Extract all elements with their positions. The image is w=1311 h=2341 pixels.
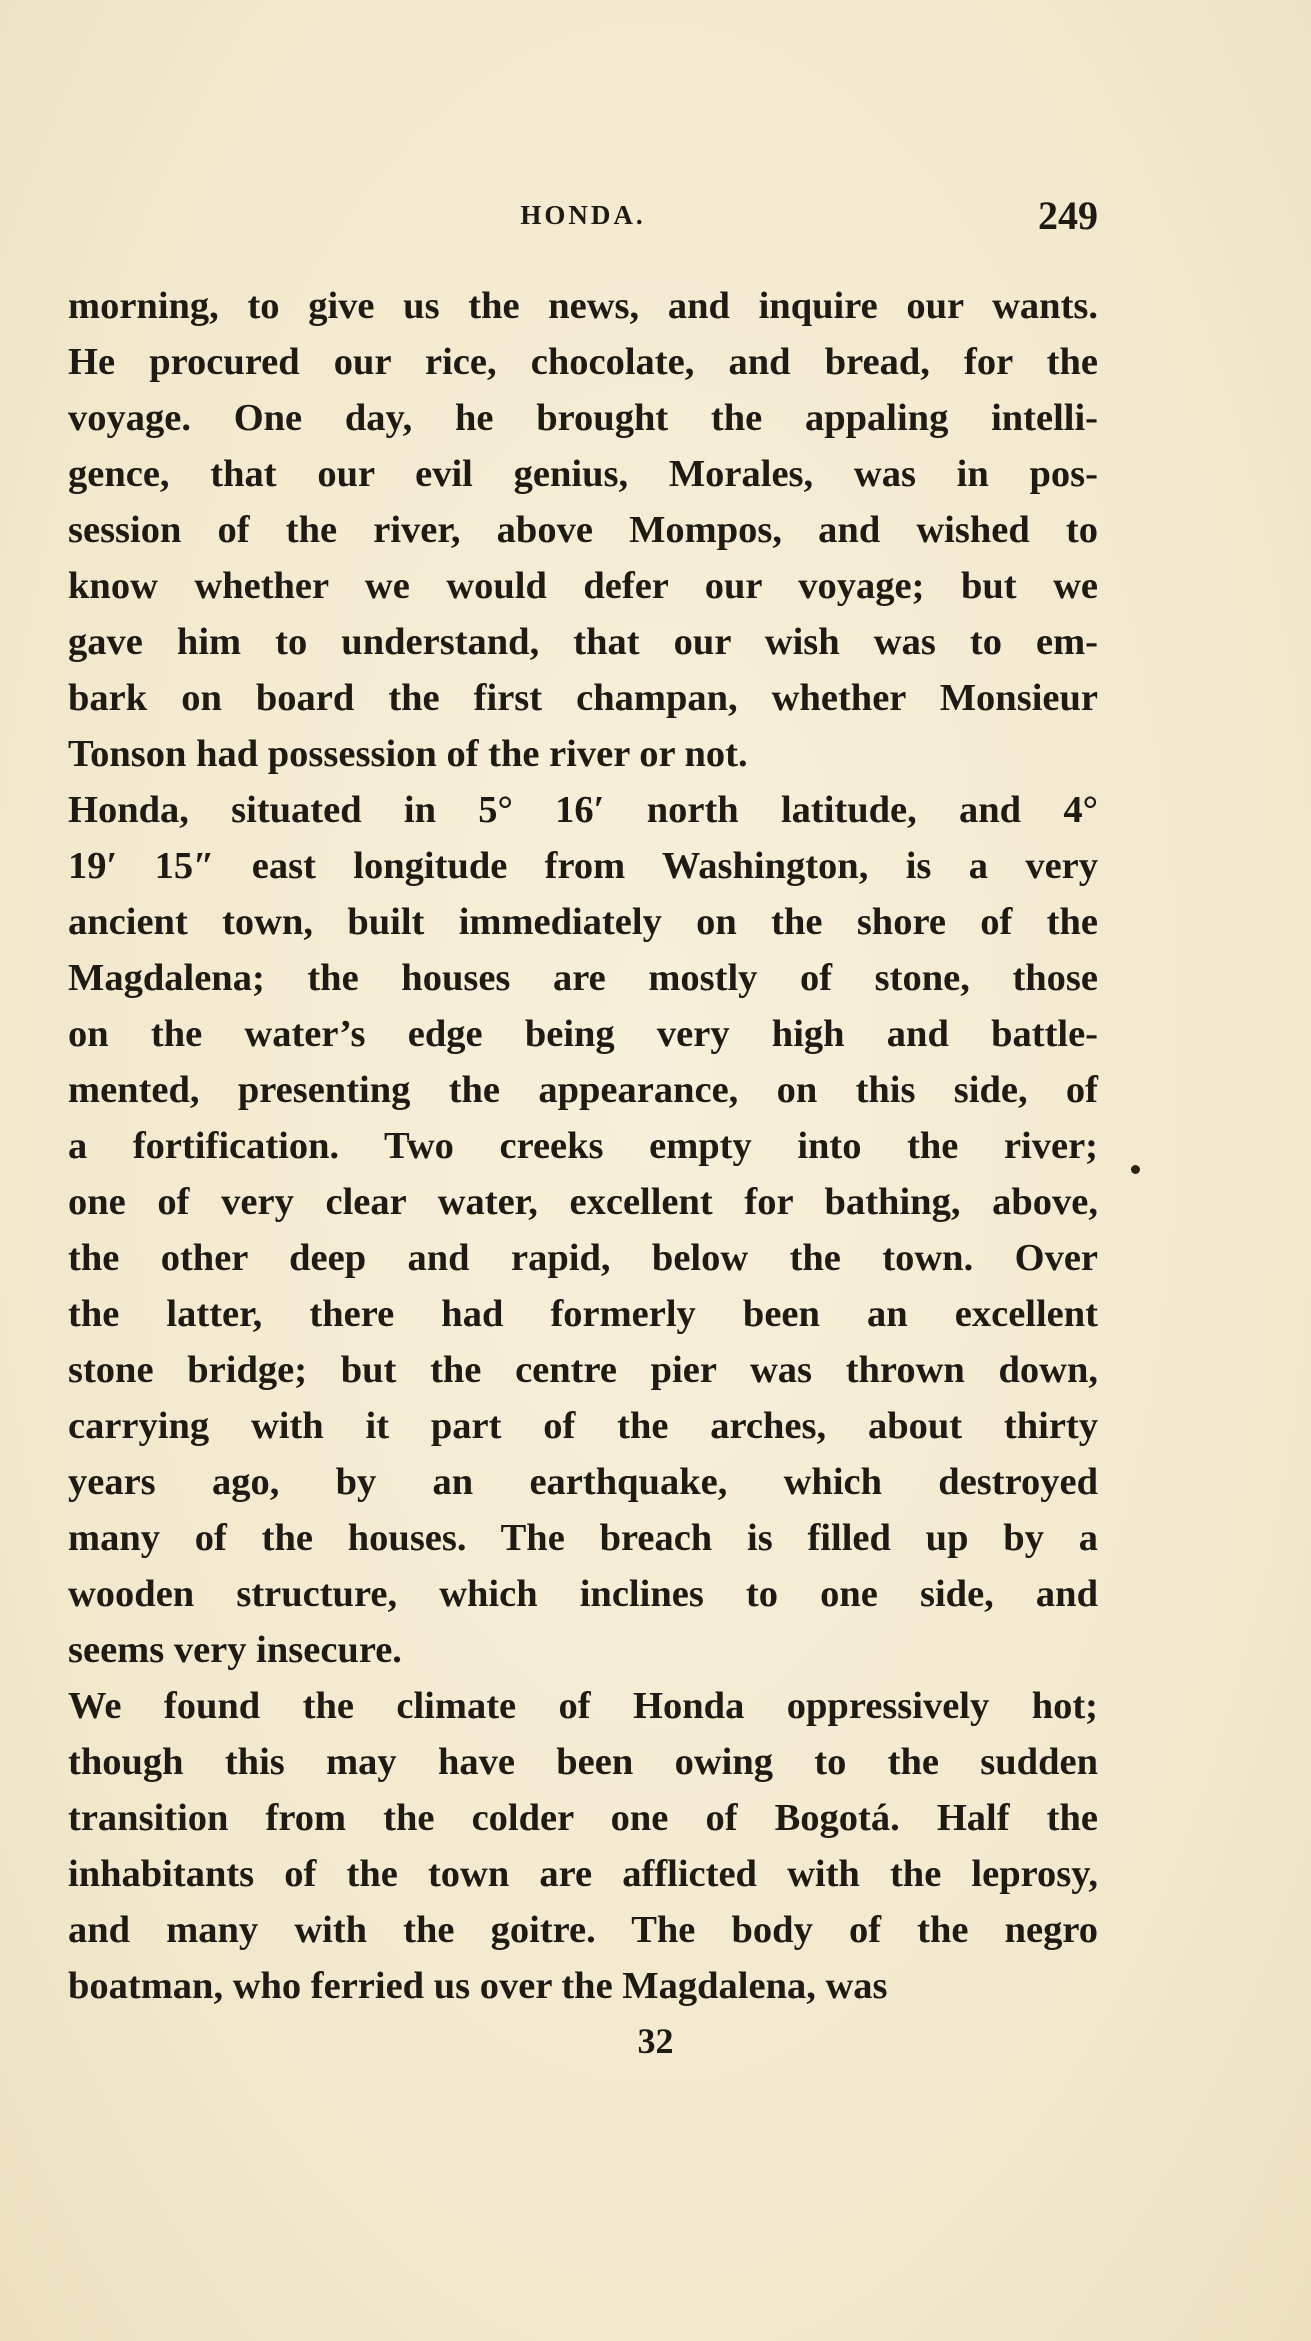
text-line: many of the houses. The breach is filled up by a <box>68 1517 1098 1559</box>
text-line: the other deep and rapid, below the town. Over <box>68 1237 1098 1279</box>
text-line: gence, that our evil genius, Morales, was in pos- <box>68 453 1098 495</box>
running-head <box>68 192 1098 242</box>
text-line: Tonson had possession of the river or not. <box>68 733 748 775</box>
text-line: and many with the goitre. The body of the negro <box>68 1909 1098 1951</box>
text-line: boatman, who ferried us over the Magdalena, was <box>68 1965 888 2007</box>
text-line: know whether we would defer our voyage; but we <box>68 565 1098 607</box>
text-line: session of the river, above Mompos, and wished to <box>68 509 1098 551</box>
text-line: the latter, there had formerly been an excellent <box>68 1293 1098 1335</box>
text-line: gave him to understand, that our wish was to em- <box>68 621 1098 663</box>
text-line: Magdalena; the houses are mostly of stone, those <box>68 957 1098 999</box>
body-text <box>68 278 1098 2014</box>
text-line: Honda, situated in 5° 16′ north latitude, and 4° <box>68 789 1098 831</box>
text-line: We found the climate of Honda oppressively hot; <box>68 1685 1098 1727</box>
text-line: inhabitants of the town are afflicted with the leprosy, <box>68 1853 1098 1895</box>
text-line: transition from the colder one of Bogotá. Half the <box>68 1797 1098 1839</box>
text-line: stone bridge; but the centre pier was thrown down, <box>68 1349 1098 1391</box>
text-line: bark on board the first champan, whether Monsieur <box>68 677 1098 719</box>
text-line: a fortification. Two creeks empty into the river; <box>68 1125 1098 1167</box>
text-line: carrying with it part of the arches, about thirty <box>68 1405 1098 1447</box>
text-line: wooden structure, which inclines to one side, and <box>68 1573 1098 1615</box>
text-line: He procured our rice, chocolate, and bread, for the <box>68 341 1098 383</box>
text-line: though this may have been owing to the sudden <box>68 1741 1098 1783</box>
text-line: 19′ 15″ east longitude from Washington, is a very <box>68 845 1098 887</box>
text-line: ancient town, built immediately on the shore of the <box>68 901 1098 943</box>
text-line: morning, to give us the news, and inquire our wants. <box>68 285 1098 327</box>
text-line: on the water’s edge being very high and battle- <box>68 1013 1098 1055</box>
page-number: 249 <box>1038 193 1098 238</box>
text-line: mented, presenting the appearance, on this side, of <box>68 1069 1098 1111</box>
ink-speck <box>1131 1165 1140 1174</box>
text-line: one of very clear water, excellent for bathing, above, <box>68 1181 1098 1223</box>
text-line: seems very insecure. <box>68 1629 402 1671</box>
text-line: voyage. One day, he brought the appaling intelli- <box>68 397 1098 439</box>
running-head-title: HONDA. <box>520 200 646 230</box>
signature-mark: 32 <box>637 2021 674 2061</box>
text-line: years ago, by an earthquake, which destroyed <box>68 1461 1098 1503</box>
